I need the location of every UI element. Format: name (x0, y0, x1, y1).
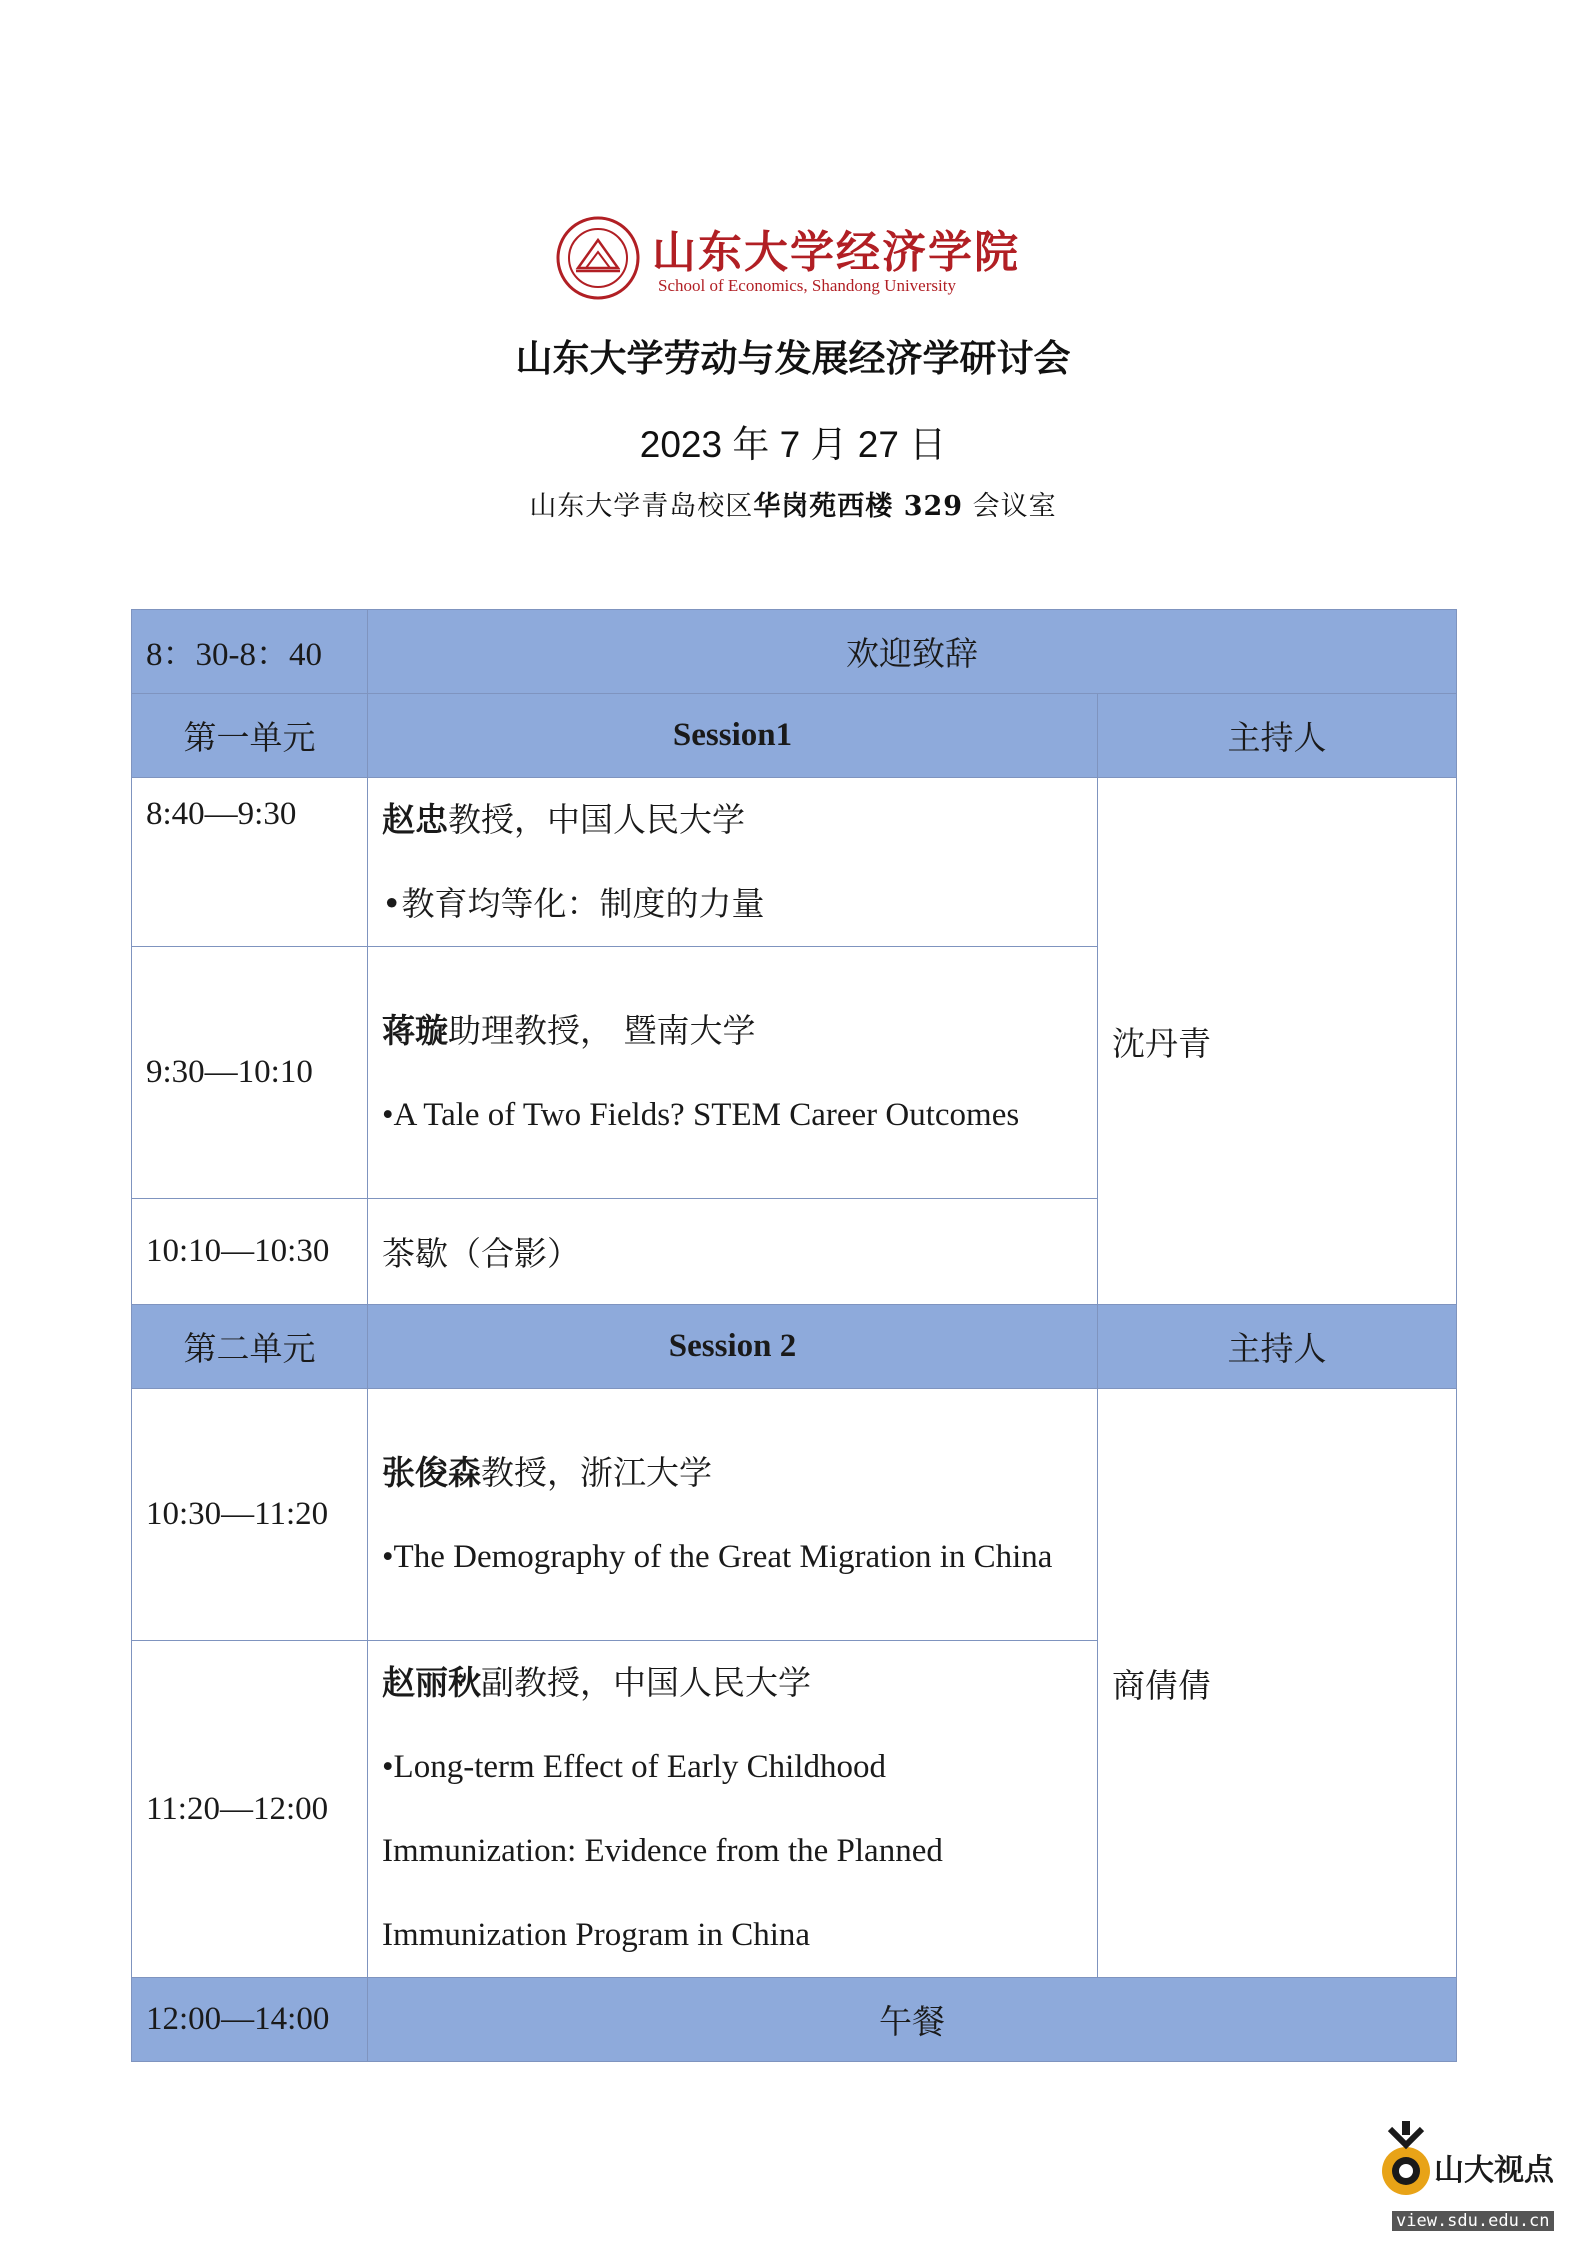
venue-room: 会议室 (972, 491, 1057, 522)
logo-english-name: School of Economics, Shandong University (658, 276, 956, 295)
session1-header-row (132, 694, 1457, 778)
talk-topic: •A Tale of Two Fields? STEM Career Outcomes (382, 1096, 1020, 1133)
talk-topic: •Long-term Effect of Early Childhood Immunization: Evidence from the Planned Immunization Program in China (382, 1749, 943, 1953)
watermark-url: view.sdu.edu.cn (1392, 2211, 1554, 2231)
lunch-time: 12:00—14:00 (132, 1978, 368, 2062)
talk-speaker (382, 989, 1083, 1073)
session2-host-label: 主持人 (1098, 1305, 1457, 1389)
session1-host: 沈丹青 (1098, 778, 1457, 1305)
break-time: 10:10—10:30 (132, 1199, 368, 1305)
talk-cell (368, 778, 1098, 947)
talk-topic: •教育均等化：制度的力量 (382, 884, 765, 923)
venue-building: 华岗苑西楼 329 (753, 491, 964, 522)
talk-time: 10:30—11:20 (132, 1389, 368, 1641)
talk-speaker (382, 1641, 1083, 1725)
school-logo (556, 216, 1036, 306)
watermark (1378, 2119, 1578, 2239)
watermark-text: 山大视点 (1434, 2153, 1554, 2188)
table-row (132, 778, 1457, 947)
event-venue (0, 484, 1586, 523)
session2-unit: 第二单元 (132, 1305, 368, 1389)
speaker-name: 张俊森 (382, 1452, 481, 1492)
talk-topic: •The Demography of the Great Migration in China (382, 1538, 1053, 1575)
session1-unit: 第一单元 (132, 694, 368, 778)
talk-cell (368, 1641, 1098, 1978)
welcome-time: 8：30-8：40 (132, 610, 368, 694)
page-title: 山东大学劳动与发展经济学研讨会 (515, 336, 1071, 380)
talk-time: 8:40—9:30 (132, 778, 368, 947)
talk-time: 9:30—10:10 (132, 947, 368, 1199)
session2-header-row (132, 1305, 1457, 1389)
logo-chinese-name: 山东大学经济学院 (652, 227, 1020, 278)
welcome-row (132, 610, 1457, 694)
table-row (132, 1389, 1457, 1641)
session2-host: 商倩倩 (1098, 1389, 1457, 1978)
break-label: 茶歇（合影） (368, 1199, 1098, 1305)
welcome-label: 欢迎致辞 (368, 610, 1457, 694)
talk-speaker (382, 1431, 1083, 1515)
venue-campus: 山东大学青岛校区 (529, 491, 754, 522)
speaker-name: 赵丽秋 (382, 1663, 481, 1702)
event-date: 2023 年 7 月 27 日 (639, 424, 947, 465)
speaker-role: 助理教授， 暨南大学 (448, 1010, 756, 1050)
session2-title: Session 2 (368, 1305, 1098, 1389)
speaker-name: 蒋璇 (382, 1010, 448, 1050)
speaker-name: 赵忠 (382, 800, 448, 839)
speaker-role: 教授，浙江大学 (481, 1452, 712, 1492)
lunch-label: 午餐 (368, 1978, 1457, 2062)
session1-title: Session1 (368, 694, 1098, 778)
lunch-row (132, 1978, 1457, 2062)
university-seal-icon (556, 216, 640, 300)
talk-cell (368, 1389, 1098, 1641)
talk-cell (368, 947, 1098, 1199)
speaker-role: 副教授，中国人民大学 (481, 1663, 811, 1702)
speaker-role: 教授，中国人民大学 (448, 800, 745, 839)
session1-host-label: 主持人 (1098, 694, 1457, 778)
schedule-table (131, 609, 1457, 2062)
talk-time: 11:20—12:00 (132, 1641, 368, 1978)
talk-speaker (382, 778, 1083, 862)
